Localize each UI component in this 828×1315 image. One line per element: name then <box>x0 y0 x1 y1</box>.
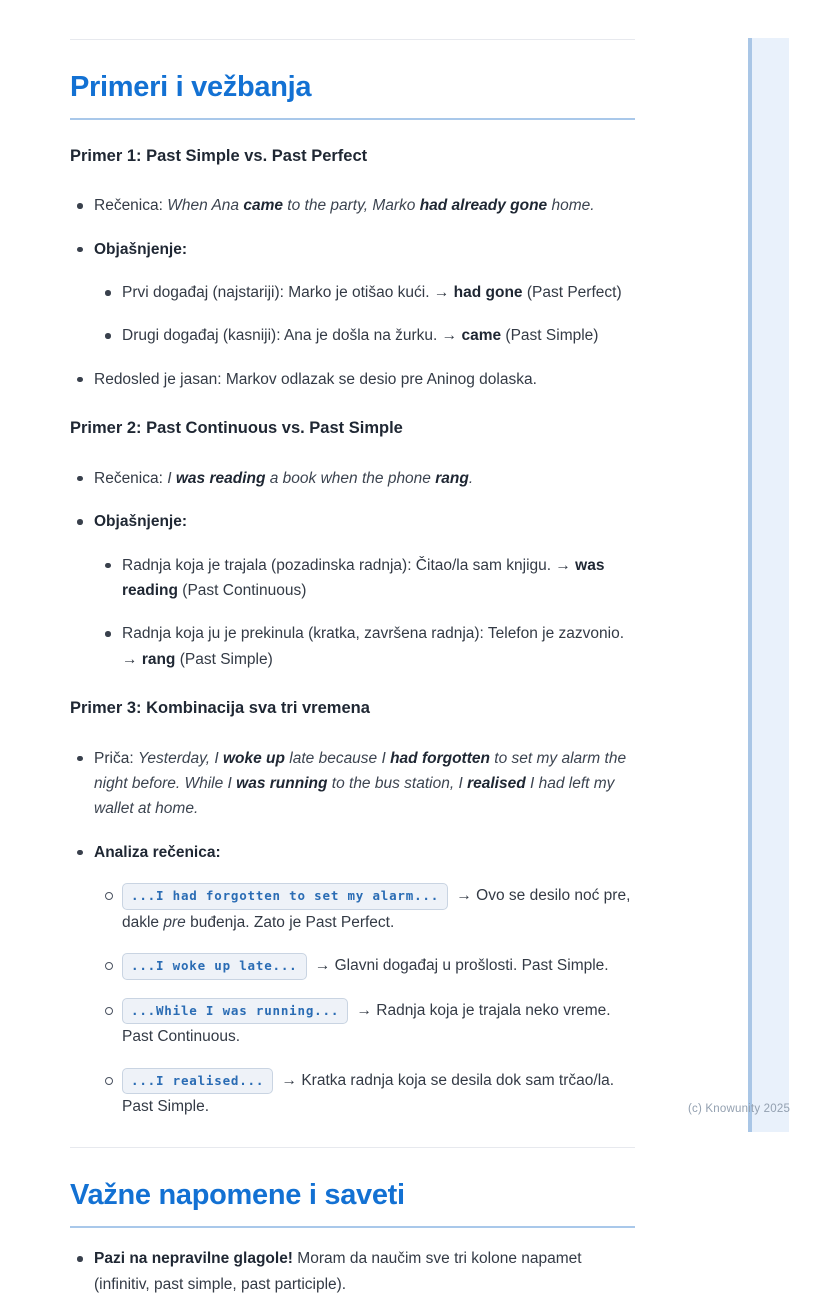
code-chip: ...I woke up late... <box>122 953 307 980</box>
bullet-marker <box>76 367 94 392</box>
text-segment: Priča: <box>94 749 138 767</box>
list-item <box>70 193 635 218</box>
list-item-text <box>122 621 635 672</box>
list-item <box>98 280 635 305</box>
text-segment: Yesterday, I <box>137 749 223 767</box>
text-segment: realised <box>467 774 526 792</box>
text-segment: (Past Simple) <box>175 650 273 668</box>
text-segment: was reading <box>122 556 605 599</box>
text-segment: had already gone <box>419 197 548 215</box>
divider <box>70 1147 635 1148</box>
text-segment: I had left my wallet at home. <box>94 774 615 818</box>
text-segment: came <box>461 327 502 345</box>
list-item <box>98 953 635 980</box>
text-segment: Objašnjenje: <box>94 513 188 531</box>
document-content <box>70 39 635 1315</box>
text-segment: was running <box>236 774 328 792</box>
subsection-heading: Primer 2: Past Continuous vs. Past Simple <box>70 419 403 438</box>
text-segment: to set my alarm the night before. While I <box>94 749 627 792</box>
list-item-text <box>94 237 635 262</box>
subsection-heading: Primer 1: Past Simple vs. Past Perfect <box>70 146 368 165</box>
text-segment: Moram da naučim sve tri kolone napamet (infinitiv, past simple, past participle). <box>94 1250 582 1293</box>
text-segment: Analiza rečenica: <box>94 843 221 861</box>
text-segment: came <box>243 197 283 215</box>
code-chip: ...I had forgotten to set my alarm... <box>122 883 448 910</box>
bullet-marker <box>76 746 94 822</box>
subsection-heading: Primer 3: Kombinacija sva tri vremena <box>70 699 370 718</box>
text-segment: late because I <box>284 749 391 767</box>
text-segment: Radnja koja ju je prekinula (kratka, završena radnja): Telefon je zazvonio. → <box>122 625 625 668</box>
text-segment: had gone <box>453 284 523 302</box>
text-segment: Rečenica: <box>94 469 168 487</box>
list-item <box>70 840 635 865</box>
text-segment: → Radnja koja je trajala neko vreme. Past Continuous. <box>122 1001 611 1046</box>
text-segment: . <box>468 469 474 487</box>
list-item <box>98 883 635 935</box>
list-item-text <box>94 840 635 865</box>
list-item <box>70 237 635 262</box>
list-item-text <box>122 280 635 305</box>
text-segment: (Past Continuous) <box>177 581 307 599</box>
list-item <box>98 1068 635 1120</box>
text-segment: → Ovo se desilo noć pre, dakle <box>122 887 631 931</box>
text-segment: Objašnjenje: <box>94 240 188 258</box>
section-heading: Primeri i vežbanja <box>70 70 635 120</box>
text-segment: woke up <box>222 749 285 767</box>
bullet-marker <box>104 621 122 672</box>
list-item <box>70 746 635 822</box>
list-item-text <box>94 746 635 822</box>
divider <box>70 39 635 40</box>
list-item <box>70 1246 635 1297</box>
text-segment: (Past Simple) <box>501 327 599 345</box>
text-segment: → Kratka radnja koja se desila dok sam trčao/la. Past Simple. <box>122 1071 615 1116</box>
text-segment: Redosled je jasan: Markov odlazak se desio pre Aninog dolaska. <box>94 370 537 388</box>
copyright-watermark: (c) Knowunity 2025 <box>688 1103 791 1115</box>
text-segment: Prvi događaj (najstariji): Marko je otišao kući. → <box>122 284 454 302</box>
list-item-text <box>94 466 635 491</box>
text-segment: buđenja. Zato je Past Perfect. <box>185 913 395 931</box>
text-segment: a book when the phone <box>265 469 436 487</box>
bullet-marker <box>104 280 122 305</box>
text-segment: to the party, Marko <box>283 197 420 215</box>
bullet-marker <box>76 1246 94 1297</box>
code-chip: ...While I was running... <box>122 998 348 1025</box>
text-segment: rang <box>141 650 176 668</box>
list-item-text <box>122 998 635 1050</box>
bullet-marker <box>104 323 122 348</box>
text-segment: Drugi događaj (kasniji): Ana je došla na žurku. → <box>122 327 462 345</box>
list-item-text <box>94 509 635 534</box>
text-segment: I <box>167 469 176 487</box>
text-segment: rang <box>435 469 469 487</box>
list-item <box>98 553 635 604</box>
list-item-text <box>122 1068 635 1120</box>
list-item <box>70 367 635 392</box>
bullet-marker <box>104 883 122 935</box>
list-item <box>70 509 635 534</box>
text-segment: was reading <box>175 469 266 487</box>
text-segment: to the bus station, I <box>327 774 468 792</box>
list-item-text <box>94 193 635 218</box>
bullet-marker <box>104 553 122 604</box>
text-segment: Rečenica: <box>94 197 168 215</box>
text-segment: When Ana <box>167 197 244 215</box>
bullet-marker <box>76 840 94 865</box>
bullet-marker <box>104 998 122 1050</box>
bullet-marker <box>76 237 94 262</box>
list-item-text <box>122 953 635 980</box>
text-segment: Pazi na nepravilne glagole! <box>94 1250 293 1268</box>
bullet-marker <box>76 193 94 218</box>
bullet-marker <box>76 466 94 491</box>
text-segment: Radnja koja je trajala (pozadinska radnja): Čitao/la sam knjigu. → <box>122 556 576 574</box>
list-item-text <box>94 367 635 392</box>
bullet-marker <box>104 953 122 980</box>
page-margin-bar <box>748 38 789 1132</box>
text-segment: home. <box>547 197 595 215</box>
list-item-text <box>122 883 635 935</box>
list-item <box>98 621 635 672</box>
code-chip: ...I realised... <box>122 1068 273 1095</box>
text-segment: → Glavni događaj u prošlosti. Past Simple. <box>310 957 609 975</box>
bullet-marker <box>76 509 94 534</box>
text-segment: (Past Perfect) <box>522 284 622 302</box>
list-item-text <box>94 1246 635 1297</box>
list-item-text <box>122 553 635 604</box>
list-item <box>98 998 635 1050</box>
bullet-marker <box>104 1068 122 1120</box>
list-item-text <box>122 323 635 348</box>
text-segment: had forgotten <box>390 749 490 767</box>
list-item <box>98 323 635 348</box>
text-segment: pre <box>163 913 186 931</box>
list-item <box>70 466 635 491</box>
section-heading: Važne napomene i saveti <box>70 1178 635 1228</box>
